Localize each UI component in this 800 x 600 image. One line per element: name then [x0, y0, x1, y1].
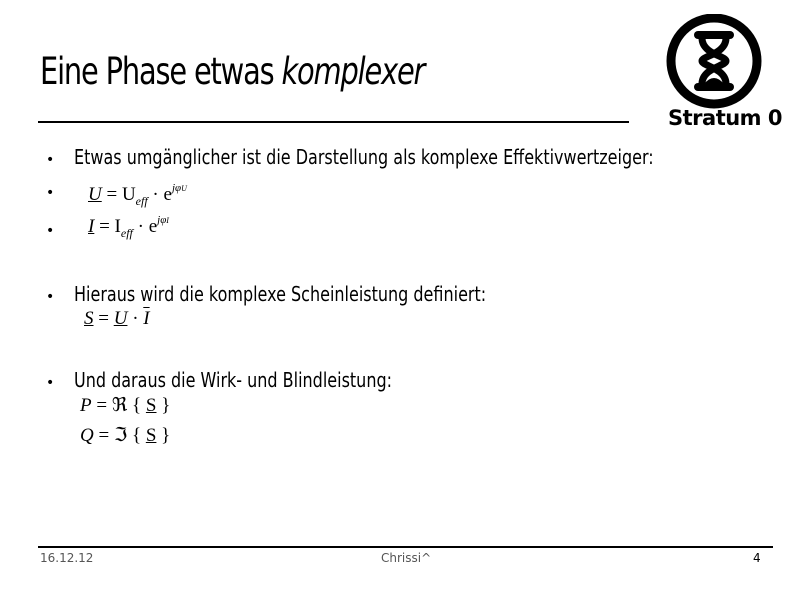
title-divider: [38, 121, 629, 123]
logo-text: Stratum 0: [668, 106, 782, 130]
formula-u-lhs: U: [88, 184, 102, 205]
formula-u-supsub: U: [181, 184, 187, 193]
formula-p-arg: S: [145, 395, 157, 416]
formula-p-eq: = ℜ {: [91, 395, 146, 416]
bullet-marker: •: [46, 223, 55, 239]
formula-real-power: [80, 394, 170, 417]
formula-voltage: [88, 182, 187, 209]
formula-u-sup: jφ: [171, 182, 182, 194]
slide-title-main: Eine Phase etwas: [40, 50, 282, 93]
formula-q-lhs: Q: [80, 425, 94, 446]
bullet-text-3: Und daraus die Wirk- und Blindleistung:: [74, 368, 393, 392]
formula-i-lhs: I: [88, 216, 95, 237]
formula-s-eq: =: [93, 308, 114, 329]
formula-u-rhs: = U: [101, 184, 136, 205]
bullet-marker: •: [46, 375, 55, 391]
formula-s-a: U: [113, 308, 128, 329]
bullet-marker: •: [46, 185, 55, 201]
formula-s-b: $\overline{I}$: [143, 308, 150, 329]
footer-author: Chrissi^: [381, 551, 432, 565]
formula-s-lhs: S: [84, 308, 94, 329]
formula-i-sup: jφ: [157, 214, 167, 226]
formula-apparent-power: [84, 308, 150, 330]
footer-date: 16.12.12: [40, 551, 94, 565]
formula-reactive-power: [80, 424, 170, 447]
formula-s-dot: ·: [127, 308, 144, 329]
formula-q-eq: = ℑ {: [93, 425, 146, 446]
formula-q-arg: S: [145, 425, 157, 446]
bullet-text-2: Hieraus wird die komplexe Scheinleistung definiert:: [74, 282, 487, 306]
formula-i-exp: · e: [132, 216, 158, 237]
formula-q-close: }: [156, 425, 171, 446]
formula-u-exp: · e: [147, 184, 172, 205]
footer-divider: [38, 546, 773, 548]
formula-i-sub: eff: [120, 226, 133, 240]
formula-i-supsub: I: [166, 216, 169, 225]
bullet-text-1: Etwas umgänglicher ist die Darstellung als komplexe Effektivwertzeiger:: [74, 145, 654, 169]
slide-title-emphasis: komplexer: [281, 50, 425, 93]
formula-p-close: }: [156, 395, 171, 416]
slide-title: [40, 50, 424, 93]
footer-page-number: 4: [753, 551, 761, 565]
formula-current: [88, 214, 169, 241]
bullet-marker: •: [46, 152, 55, 168]
formula-p-lhs: P: [80, 395, 92, 416]
formula-u-sub: eff: [135, 194, 148, 208]
formula-i-rhs: = I: [94, 216, 121, 237]
bullet-marker: •: [46, 289, 55, 305]
